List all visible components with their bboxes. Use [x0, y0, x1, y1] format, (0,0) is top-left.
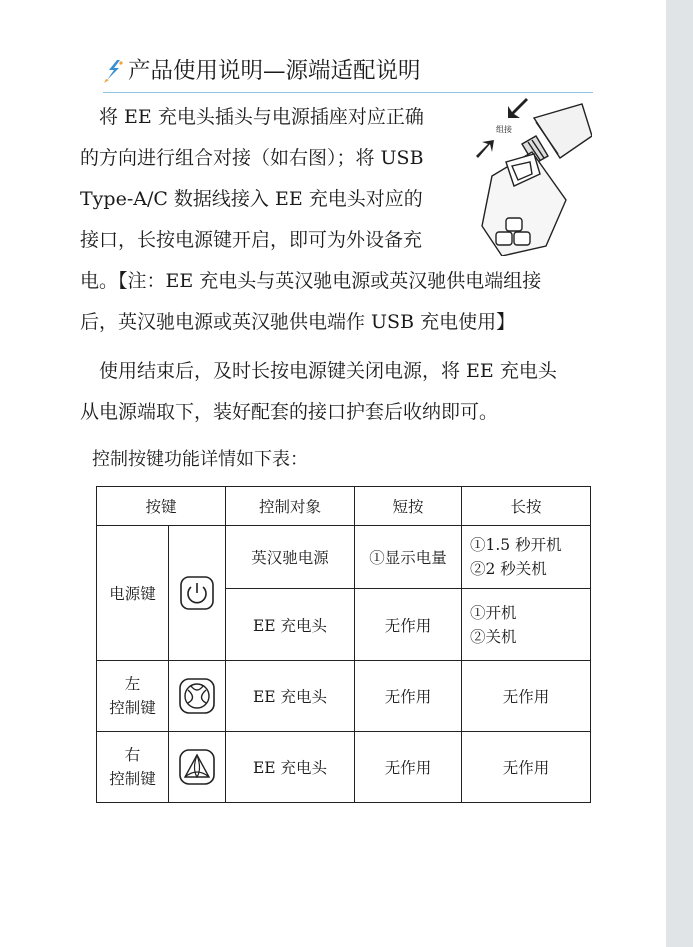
- paragraph-line: 从电源端取下，装好配套的接口护套后收纳即可。: [80, 401, 499, 423]
- table-row: [97, 732, 591, 803]
- key-name-line: 控制键: [109, 770, 156, 788]
- table-intro: 控制按键功能详情如下表：: [92, 449, 308, 470]
- section-heading: [103, 54, 593, 93]
- diagram-label: 组接: [496, 125, 512, 134]
- paragraph-line: 后，英汉驰电源或英汉驰供电端作 USB 充电使用】: [80, 311, 516, 333]
- left-key-icon-cell: [169, 661, 226, 732]
- right-control-icon: [177, 747, 217, 787]
- header-short-press: 短按: [355, 487, 462, 526]
- power-short-1: ①显示电量: [355, 526, 462, 589]
- left-long: 无作用: [462, 661, 591, 732]
- power-key-icon-cell: [169, 526, 226, 661]
- paragraph-line: 接口，长按电源键开启，即可为外设备充: [80, 229, 423, 251]
- table-row: [97, 526, 591, 589]
- power-short-2: 无作用: [355, 589, 462, 661]
- assembly-diagram: [462, 96, 592, 256]
- table-row: [97, 661, 591, 732]
- long-press-line: ②关机: [470, 627, 517, 646]
- header-key: 按键: [97, 487, 226, 526]
- power-long-2: [462, 589, 591, 661]
- paragraph-2: [80, 351, 557, 433]
- key-name-line: 左: [124, 675, 141, 693]
- key-name-line: 右: [124, 746, 141, 764]
- long-press-line: ②2 秒关机: [470, 560, 547, 578]
- right-key-name: [97, 732, 169, 803]
- header-long-press: 长按: [462, 487, 591, 526]
- long-press-line: ①开机: [470, 603, 517, 622]
- power-key-name: 电源键: [97, 526, 169, 661]
- table-header-row: [97, 487, 591, 526]
- paragraph-line: 的方向进行组合对接（如右图）；将 USB: [80, 147, 424, 169]
- power-target-1: 英汉驰电源: [226, 526, 355, 589]
- paragraph-line: 使用结束后，及时长按电源键关闭电源，将 EE 充电头: [80, 360, 557, 382]
- left-control-icon: [177, 676, 217, 716]
- control-keys-table: [96, 486, 591, 803]
- paragraph-line: Type-A/C 数据线接入 EE 充电头对应的: [80, 188, 423, 210]
- paragraph-line: 将 EE 充电头插头与电源插座对应正确: [80, 106, 424, 128]
- power-long-1: [462, 526, 591, 589]
- power-icon: [178, 574, 216, 612]
- left-short: 无作用: [355, 661, 462, 732]
- heading-title: 产品使用说明—源端适配说明: [128, 58, 421, 84]
- left-target: EE 充电头: [226, 661, 355, 732]
- right-long: 无作用: [462, 732, 591, 803]
- right-key-icon-cell: [169, 732, 226, 803]
- left-key-name: [97, 661, 169, 732]
- header-target: 控制对象: [226, 487, 355, 526]
- paragraph-line: 电。【注：EE 充电头与英汉驰电源或英汉驰供电端组接: [80, 270, 542, 292]
- page-edge-bar: [666, 0, 693, 947]
- right-short: 无作用: [355, 732, 462, 803]
- power-target-2: EE 充电头: [226, 589, 355, 661]
- right-target: EE 充电头: [226, 732, 355, 803]
- lightning-icon: [103, 60, 125, 84]
- long-press-line: ①1.5 秒开机: [470, 536, 562, 554]
- key-name-line: 控制键: [109, 699, 156, 717]
